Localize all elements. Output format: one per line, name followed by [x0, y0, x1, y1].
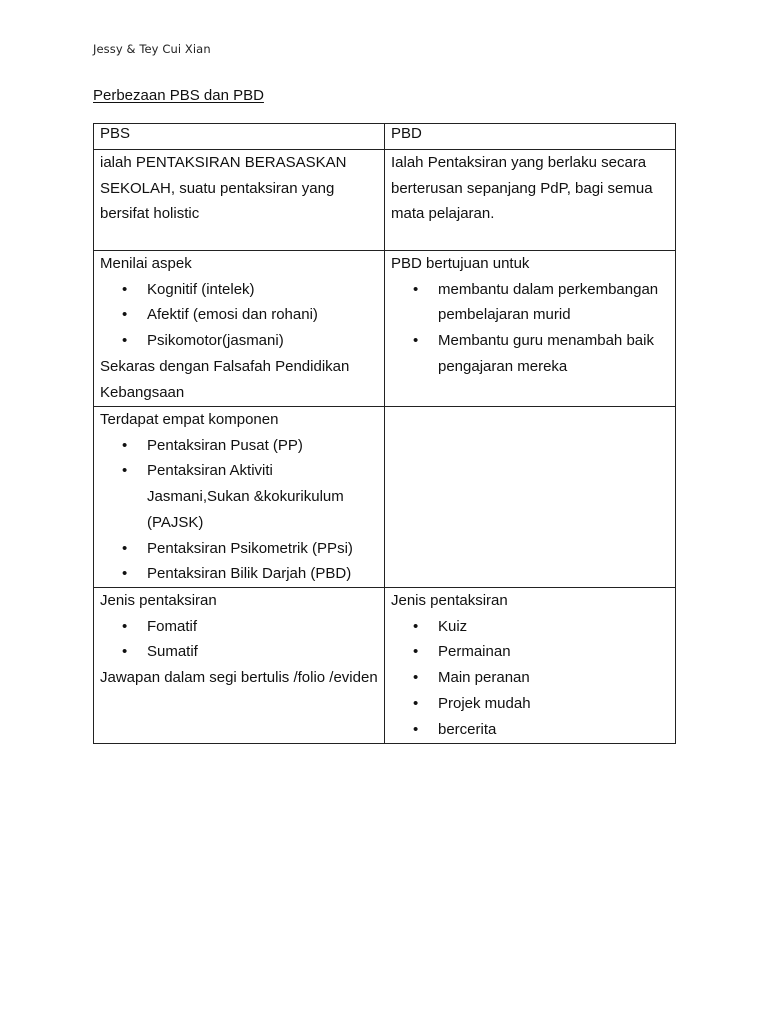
table-header-row [94, 124, 676, 150]
cell-pbd-definition [385, 150, 676, 251]
list-item: • Pentaksiran Aktiviti Jasmani,Sukan &kokurikulum (PAJSK) [100, 458, 378, 535]
pbs-aspects-intro: Menilai aspek [100, 255, 192, 272]
list-item: • Projek mudah [391, 691, 669, 717]
cell-pbd-empty [385, 407, 676, 588]
list-item: • Pentaksiran Bilik Darjah (PBD) [100, 561, 378, 587]
column-header-pbd: PBD [385, 124, 676, 150]
cell-pbs-aspects [94, 251, 385, 407]
list-item: • Permainan [391, 639, 669, 665]
column-header-pbs: PBS [94, 124, 385, 150]
document-header-authors: Jessy & Tey Cui Xian [93, 42, 211, 56]
comparison-table [93, 123, 676, 744]
list-item: • Psikomotor(jasmani) [100, 328, 378, 354]
pbs-aspects-outro: Sekaras dengan Falsafah Pendidikan Kebangsaan [100, 357, 350, 401]
pbs-types-list [100, 614, 378, 665]
cell-pbs-definition [94, 150, 385, 251]
list-item: • Kuiz [391, 614, 669, 640]
table-row-assessment-types [94, 588, 676, 744]
list-item: • Main peranan [391, 665, 669, 691]
cell-pbs-types [94, 588, 385, 744]
table-row-aspects [94, 251, 676, 407]
cell-pbs-components [94, 407, 385, 588]
list-item: • Fomatif [100, 614, 378, 640]
pbs-aspects-list [100, 277, 378, 354]
list-item: • bercerita [391, 717, 669, 743]
list-item: • Pentaksiran Pusat (PP) [100, 433, 378, 459]
list-item: • Sumatif [100, 639, 378, 665]
pbd-definition-text: Ialah Pentaksiran yang berlaku secara berterusan sepanjang PdP, bagi semua mata pelajaran. [391, 154, 653, 223]
pbd-purpose-intro: PBD bertujuan untuk [391, 255, 530, 272]
pbs-definition-text: ialah PENTAKSIRAN BERASASKAN SEKOLAH, suatu pentaksiran yang bersifat holistic [100, 154, 347, 223]
pbs-components-intro: Terdapat empat komponen [100, 411, 279, 428]
list-item: • membantu dalam perkembangan pembelajaran murid [391, 277, 669, 328]
list-item: • Afektif (emosi dan rohani) [100, 302, 378, 328]
cell-pbd-purpose [385, 251, 676, 407]
pbs-types-intro: Jenis pentaksiran [100, 592, 217, 609]
list-item: • Kognitif (intelek) [100, 277, 378, 303]
pbd-types-intro: Jenis pentaksiran [391, 592, 508, 609]
table-row-definition [94, 150, 676, 251]
document-title: Perbezaan PBS dan PBD [93, 87, 264, 104]
list-item: • Membantu guru menambah baik pengajaran mereka [391, 328, 669, 379]
pbs-types-outro: Jawapan dalam segi bertulis /folio /eviden [100, 669, 378, 687]
list-item: • Pentaksiran Psikometrik (PPsi) [100, 536, 378, 562]
pbd-types-list [391, 614, 669, 743]
pbd-purpose-list [391, 277, 669, 380]
table-row-components [94, 407, 676, 588]
pbs-components-list [100, 433, 378, 587]
cell-pbd-types [385, 588, 676, 744]
